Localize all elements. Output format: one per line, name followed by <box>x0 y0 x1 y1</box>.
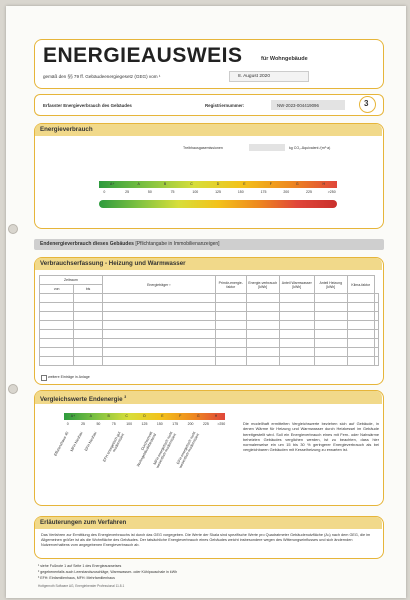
table-cell[interactable] <box>40 339 74 348</box>
table-cell[interactable] <box>74 339 102 348</box>
class-label: C <box>125 414 128 418</box>
table-cell[interactable] <box>279 321 314 330</box>
table-cell[interactable] <box>314 348 347 357</box>
section-heading: Vergleichswerte Endenergie $^3$ <box>35 391 382 404</box>
table-cell[interactable] <box>215 339 246 348</box>
emission-value-field <box>249 144 285 151</box>
tick-label: 150 <box>237 190 244 194</box>
final-energy-note: [Pflichtangabe in Immobilienanzeigen] <box>135 241 220 247</box>
table-cell[interactable] <box>314 330 347 339</box>
class-label: B <box>107 414 110 418</box>
tick-label: 125 <box>141 422 148 426</box>
table-cell[interactable] <box>279 339 314 348</box>
table-cell[interactable] <box>246 312 279 321</box>
legal-basis: gemäß den §§ 79 ff. Gebäudeenergiegesetz (GEG) vom ¹ <box>43 74 161 79</box>
table-cell[interactable] <box>347 312 374 321</box>
tick-label: 25 <box>125 190 130 194</box>
class-label: D <box>143 414 146 418</box>
table-cell[interactable] <box>347 357 374 366</box>
table-cell[interactable] <box>279 348 314 357</box>
table-cell[interactable] <box>279 357 314 366</box>
table-cell[interactable] <box>246 321 279 330</box>
col-primaerenergiefaktor: Primär-energie-faktor <box>215 276 246 294</box>
table-row <box>40 321 379 330</box>
table-cell[interactable] <box>347 294 374 303</box>
table-cell[interactable] <box>74 330 102 339</box>
tick-label: 200 <box>187 422 194 426</box>
table-cell[interactable] <box>74 357 102 366</box>
tick-label: >250 <box>327 190 336 194</box>
table-cell[interactable] <box>215 312 246 321</box>
tick-label: 75 <box>111 422 116 426</box>
table-cell[interactable] <box>279 330 314 339</box>
tick-label: 225 <box>306 190 312 194</box>
table-row <box>40 303 379 312</box>
table-cell[interactable] <box>314 339 347 348</box>
final-energy-label: Endenergieverbrauch dieses Gebäudes <box>40 241 134 247</box>
tick-label: 0 <box>103 190 106 194</box>
table-row <box>40 312 379 321</box>
class-label: F <box>269 182 272 186</box>
tick-label: 100 <box>126 422 133 426</box>
reference-label: MFH energetisch nicht wesentlich modernisiert <box>152 431 178 469</box>
section-heading: Erläuterungen zum Verfahren <box>35 517 382 529</box>
table-cell[interactable] <box>102 303 215 312</box>
section-heading: Energieverbrauch <box>35 124 382 136</box>
table-cell[interactable] <box>74 348 102 357</box>
footnote: ² gegebenenfalls auch Leerstandszuschläge, Warmwasser- oder Kühlpauschale in kWh <box>38 570 178 574</box>
table-row <box>40 339 379 348</box>
reference-label: Durchschnitt Wohngebäudebestand <box>136 431 158 468</box>
consumption-table <box>39 275 379 366</box>
table-cell[interactable] <box>215 330 246 339</box>
energy-consumption-section <box>34 123 384 229</box>
reference-label: EFH energetisch nicht wesentlich modernisiert <box>175 431 201 469</box>
footnote: ³ EFH: Einfamilienhaus, MFH: Mehrfamilienhaus <box>38 576 115 580</box>
class-label: F <box>179 414 182 418</box>
table-row <box>40 330 379 339</box>
table-row <box>40 348 379 357</box>
reference-label: EFH Neubau <box>83 431 98 452</box>
reference-label: EFH energetisch gut modernisiert <box>102 431 126 463</box>
table-cell[interactable] <box>74 321 102 330</box>
table-cell[interactable] <box>314 312 347 321</box>
energy-certificate-page <box>6 6 406 598</box>
col-von: von <box>40 285 74 294</box>
table-cell[interactable] <box>40 294 74 303</box>
table-cell[interactable] <box>102 357 215 366</box>
table-cell[interactable] <box>215 357 246 366</box>
class-label: D <box>216 182 220 186</box>
tick-label: 225 <box>202 422 209 426</box>
class-label: A <box>89 414 92 418</box>
tick-label: 100 <box>192 190 199 194</box>
class-label: A+ <box>70 414 76 418</box>
table-row <box>40 357 379 366</box>
table-cell[interactable] <box>347 348 374 357</box>
tick-label: 50 <box>147 190 152 194</box>
table-cell[interactable] <box>347 339 374 348</box>
comparison-section <box>34 390 384 506</box>
explanation-text: Das Verfahren zur Ermittlung des Energieverbrauchs ist durch das GEG vorgegeben. Die Werte der Skala sind spezifische Werte pro Quadratmeter Gebäudenutzfläche (Aₙ) nach dem GEG, die im Allgemeinen größer ist als die Wohnfläche des Gebäudes. Der tatsächliche Energieverbrauch eines Gebäudes weicht insbesondere wegen des Witterungseinflusses und sich ändernden Nutzerverhaltens vom angegebenen Energieverbrauch ab. <box>41 533 371 547</box>
table-cell[interactable] <box>40 303 74 312</box>
class-label: H <box>214 414 218 418</box>
more-entries-checkbox[interactable] <box>41 375 47 381</box>
table-cell[interactable] <box>246 294 279 303</box>
emission-unit: kg CO₂-Äquivalent /(m²·a) <box>289 146 331 150</box>
table-cell[interactable] <box>374 330 378 339</box>
class-label: E <box>243 182 246 186</box>
explanation-section <box>34 516 384 559</box>
page-number-badge: 3 <box>359 96 376 113</box>
tick-label: 200 <box>283 190 290 194</box>
class-label: C <box>190 182 193 186</box>
tick-label: 125 <box>215 190 221 194</box>
table-cell[interactable] <box>314 357 347 366</box>
punch-hole <box>8 384 18 394</box>
table-cell[interactable] <box>215 321 246 330</box>
table-cell[interactable] <box>314 303 347 312</box>
table-cell[interactable] <box>102 312 215 321</box>
consumption-record-section <box>34 257 384 385</box>
class-label: B <box>163 182 167 186</box>
more-entries-label: weitere Einträge in Anlage <box>48 375 90 379</box>
table-cell[interactable] <box>74 312 102 321</box>
energy-class-scale <box>99 181 337 188</box>
tick-label: 0 <box>66 422 69 426</box>
table-cell[interactable] <box>314 294 347 303</box>
tick-label: 50 <box>96 422 101 426</box>
comparison-scale-ticks <box>60 421 229 428</box>
registration-number: NW-2023-004419096 <box>271 100 345 110</box>
col-klimafaktor: Klima-faktor <box>347 276 374 294</box>
registration-label: Registriernummer: <box>205 103 245 108</box>
emission-label: Treibhausgasemissionen <box>183 146 223 150</box>
software-credit: Hottgenroth Software AG, Energieberater Professional 11.8.1 <box>38 584 125 588</box>
class-label: G <box>295 182 299 186</box>
comparison-description: Die modellhaft ermittelten Vergleichswerte beziehen sich auf Gebäude, in denen Wärme für Heizung und Warmwasser durch Heizkessel im Gebäude bereitgestellt wird. Soll ein Energieverbrauch eines mit Fern- oder Nahwärme beheizten Gebäudes verglichen werden, ist zu beachten, dass hier normalerweise ein um 15 bis 30 % geringerer Energieverbrauch als bei vergleichbaren Gebäuden mit Kesselheizung zu erwarten ist. <box>243 421 379 453</box>
table-cell[interactable] <box>374 348 378 357</box>
table-row <box>40 294 379 303</box>
table-cell[interactable] <box>102 321 215 330</box>
table-cell[interactable] <box>246 339 279 348</box>
reference-label: Effizienzhaus 40 <box>53 431 70 457</box>
page-title: ENERGIEAUSWEIS <box>43 44 243 67</box>
table-cell[interactable] <box>246 357 279 366</box>
class-label: G <box>196 414 200 418</box>
header-box <box>34 39 384 89</box>
table-cell[interactable] <box>40 321 74 330</box>
table-cell[interactable] <box>102 339 215 348</box>
date-field: 8. August 2020 <box>229 71 309 82</box>
col-anteil-heizung: Anteil Heizung [kWh] <box>314 276 347 294</box>
table-cell[interactable] <box>314 321 347 330</box>
class-label: A+ <box>110 182 115 186</box>
tick-label: 175 <box>260 190 267 194</box>
punch-hole <box>8 224 18 234</box>
table-cell[interactable] <box>215 294 246 303</box>
table-cell[interactable] <box>40 348 74 357</box>
energy-scale-ticks <box>93 189 343 196</box>
col-bis: bis <box>74 285 102 294</box>
table-cell[interactable] <box>102 348 215 357</box>
table-cell[interactable] <box>40 357 74 366</box>
energy-gradient-bar <box>99 200 337 208</box>
table-cell[interactable] <box>102 330 215 339</box>
tick-label: 175 <box>172 422 179 426</box>
table-cell[interactable] <box>246 348 279 357</box>
table-cell[interactable] <box>279 303 314 312</box>
class-label: A <box>137 182 140 186</box>
final-energy-row <box>34 239 384 250</box>
footnote: ¹ siehe Fußnote 1 auf Seite 1 des Energieausweises <box>38 564 122 568</box>
table-cell[interactable] <box>74 303 102 312</box>
table-cell[interactable] <box>215 348 246 357</box>
col-energietraeger: Energieträger ³ <box>102 276 215 294</box>
tick-label: >250 <box>217 422 226 426</box>
table-cell[interactable] <box>279 312 314 321</box>
table-cell[interactable] <box>102 294 215 303</box>
section-label: Erfasster Energieverbrauch des Gebäudes <box>43 103 132 108</box>
page-title-suffix: für Wohngebäude <box>261 56 308 62</box>
table-cell[interactable] <box>374 312 378 321</box>
table-cell[interactable] <box>374 321 378 330</box>
table-cell[interactable] <box>279 294 314 303</box>
table-cell[interactable] <box>347 330 374 339</box>
table-cell[interactable] <box>40 312 74 321</box>
col-zeitraum: Zeitraum <box>40 276 103 285</box>
table-cell[interactable] <box>374 294 378 303</box>
tick-label: 150 <box>156 422 163 426</box>
table-cell[interactable] <box>246 330 279 339</box>
registration-row <box>34 94 384 116</box>
table-cell[interactable] <box>374 303 378 312</box>
col-anteil-warmwasser: Anteil Warmwasser [kWh] <box>279 276 314 294</box>
tick-label: 25 <box>81 422 85 426</box>
section-heading: Verbrauchserfassung - Heizung und Warmwasser <box>35 258 382 270</box>
table-cell[interactable] <box>215 303 246 312</box>
class-label: E <box>161 414 164 418</box>
table-cell[interactable] <box>374 357 378 366</box>
reference-label: MFH Neubau <box>69 431 84 453</box>
comparison-class-scale <box>64 413 225 420</box>
table-cell[interactable] <box>374 339 378 348</box>
tick-label: 75 <box>170 190 175 194</box>
table-cell[interactable] <box>246 303 279 312</box>
table-cell[interactable] <box>347 321 374 330</box>
table-cell[interactable] <box>40 330 74 339</box>
class-label: H <box>322 182 325 186</box>
col-energieverbrauch: Energie-verbrauch [kWh] <box>246 276 279 294</box>
table-cell[interactable] <box>347 303 374 312</box>
table-cell[interactable] <box>74 294 102 303</box>
